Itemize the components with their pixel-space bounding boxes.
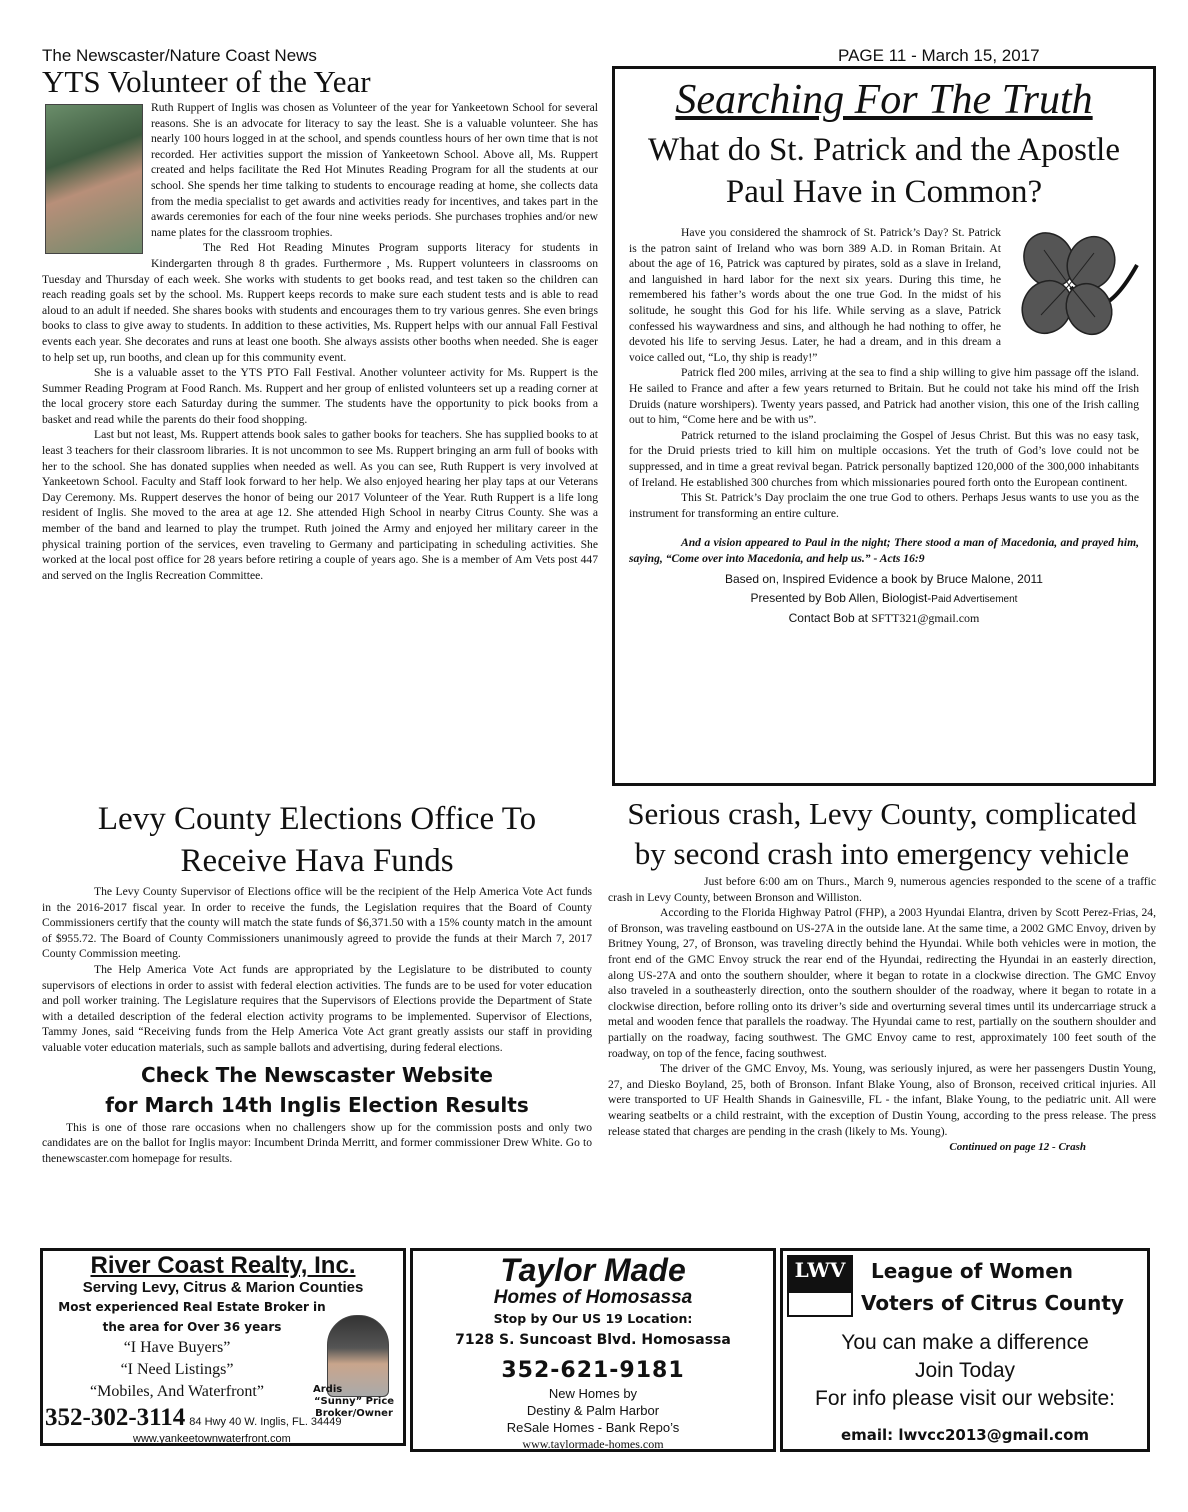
crash-paragraph: According to the Florida Highway Patrol (FHP), a 2003 Hyundai Elantra, driven by Scott Perez-Frias, 24, of Bronson, was traveling eastbound on US-27A in the outside lane. At the same time, a 2002 GMC Envoy, driven by Britney Young, 27, of Bronson, was traveling directly behind the Hyundai. While both vehicles were in motion, the front end of the GMC Envoy struck the rear end of the Hyundai, redirecting the Hyundai in an easterly direction, along US-27A and onto the southern shoulder, where it began to rotate in a clockwise direction. The GMC Envoy also traveled in a southeasterly direction, onto the southern shoulder of the roadway, where it began to rotate in a clockwise direction, before rolling onto its driver’s side and overturning several times until its undercarriage struck a metal and wooden fence that parallels the roadway. The Hyundai came to rest, partially on the southern shoulder and partially on the roadway, facing southwest. The GMC Envoy came to rest, approximately 100 feet south of the roadway, on top of the fence, facing southwest.	[608, 906, 1156, 1060]
taylor-made-website: www.taylormade-homes.com	[522, 1437, 664, 1451]
realty-name: River Coast Realty, Inc.	[90, 1252, 356, 1279]
crash-paragraph: The driver of the GMC Envoy, Ms. Young, was seriously injured, as were her passengers Dustin Young, 27, and Diesko Boyland, 25, both of Bronson. Infant Blake Young, also of Bronson, received critical injuries. All were transported to UF Health Shands in Gainesville, FL - the infant, Blake Young, to the pediatric unit. All were wearing seatbelts or a child restraint, with the exception of Dustin Young, according to the press release. The press release stated that charges are pending in the crash (likely to Ms. Young).	[608, 1062, 1156, 1138]
league-email: email: lwvcc2013@gmail.com	[840, 1426, 1090, 1444]
truth-contact-label: Contact Bob at	[788, 611, 868, 626]
volunteer-paragraph: Ruth Ruppert of Inglis was chosen as Volunteer of the year for Yankeetown School for several reasons. She is an advocate for literacy to say the least. She is a valuable volunteer. She has nearly 100 hours logged in at the school, and spends countless hours of her own time that is not recorded. Her activities support the mission of Yankeetown School. Above all, Ms. Ruppert created and helps facilitate the Red Hot Minutes Reading Program for all the students at our school. She spends her time talking to students to encourage reading at home, she collects data from the media specialist to get awards and activities ready for incentives, and takes part in the awards ceremonies for each of the four nine weeks periods. She purchases trophies and/or new name plates for the classroom trophies.	[151, 101, 598, 239]
truth-title: Searching For The Truth	[675, 77, 1093, 123]
truth-paragraph: Patrick fled 200 miles, arriving at the sea to find a ship willing to give him passage off the island. He sailed to France and after a few years returned to Britain. But he could not take his mind off the Irish Druids (nature worshipers). Twenty years passed, and Patrick had another vision, this one of the Irish calling out to him, “Come here and be with us”.	[629, 366, 1139, 427]
check-headline-line: for March 14th Inglis Election Results	[105, 1092, 529, 1117]
broker-name-line: “Sunny” Price	[313, 1396, 395, 1407]
taylor-made-phone: 352-621-9181	[501, 1358, 685, 1383]
volunteer-photo	[45, 104, 143, 254]
check-website-body	[42, 1120, 592, 1167]
check-headline-line: Check The Newscaster Website	[140, 1062, 493, 1087]
truth-paragraph: Patrick returned to the island proclaiming the Gospel of Jesus Christ. But this was no easy task, for the Druid priests tried to kill him on multiple occasions. Yet the truth of God’s love could not be suppressed, and in time a great revival began. Patrick personally baptized 120,000 of the 300,000 inhabitants of Ireland. He established 300 churches from which missionaries poured forth onto the European continent.	[629, 428, 1139, 489]
crash-headline: Serious crash, Levy County, complicated by second crash into emergency vehicle	[627, 796, 1137, 871]
lwv-logo: LWV	[789, 1257, 851, 1315]
publication-name: The Newscaster/Nature Coast News	[42, 46, 317, 65]
taylor-made-name: Taylor Made	[500, 1252, 686, 1288]
volunteer-paragraph: Last but not least, Ms. Ruppert attends book sales to gather books for teachers. She has supplied books to at least 3 teachers for their classroom libraries. It is not uncommon to see Ms. Ruppert bringing an arm full of books with her to the school. She has donated supplies when needed as well. As you can see, Ruth Ruppert is very involved at Yankeetown School. Faculty and Staff look forward to her help. We also enjoyed hearing her play taps at our Veterans Day Ceremony. Ms. Ruppert deserves the honor of being our 2017 Volunteer of the Year. Ruth Ruppert is a life long resident of Inglis. She moved to the area at age 12. She attended High School in nearby Citrus County. She was a member of the band and learned to play the trumpet. Ruth joined the Army and enjoyed her military career in the physical training portion of the services, even traveling to Germany and participating in scheduling activities. She worked at the local post office for 28 years before retiring a couple of years ago. She is a member of Am Vets post 447 and served on the Inglis Recreation Committee.	[42, 428, 598, 582]
realty-quotes	[47, 1337, 307, 1403]
shamrock-icon	[1009, 225, 1139, 345]
realty-website: www.yankeetownwaterfront.com	[133, 1433, 291, 1445]
crash-article	[608, 794, 1156, 1246]
paid-ad-label: Paid Advertisement	[931, 594, 1018, 606]
crash-paragraph: Just before 6:00 am on Thurs., March 9, numerous agencies responded to the scene of a traffic crash in Levy County, between Bronson and Williston.	[608, 875, 1156, 904]
taylor-made-detail: Destiny & Palm Harbor	[526, 1403, 660, 1418]
realty-broker-line: Most experienced Real Estate Broker in	[58, 1300, 326, 1314]
elections-headline: Levy County Elections Office To Receive Hava Funds	[97, 801, 537, 879]
league-message	[789, 1329, 1141, 1413]
taylor-made-address: 7128 S. Suncoast Blvd. Homosassa	[455, 1332, 731, 1348]
check-website-headline	[42, 1060, 592, 1120]
taylor-made-tagline: Homes of Homosassa	[493, 1287, 693, 1308]
truth-presenter: Presented by Bob Allen, Biologist-	[750, 591, 932, 606]
league-ad	[780, 1248, 1150, 1452]
realty-serving: Serving Levy, Citrus & Marion Counties	[82, 1279, 364, 1296]
truth-paragraph: Have you considered the shamrock of St. Patrick’s Day? St. Patrick is the patron saint of Ireland who was born 389 A.D. in Roman Britain. At about the age of 16, Patrick was captured by pirates, sold as a slave in Ireland, and languished in hard labor for the next six years. During this time, he remembered his father’s words about the one true God. In the midst of his solitude, he sought this God for his life. While serving as a slave, Patrick confessed his waywardness and sins, and although he had nothing to offer, he devoted his life to serving Jesus. Later, he had a dream, and in this dream a voice called out, “Lo, thy ship is ready!”	[629, 226, 1001, 364]
elections-body	[42, 884, 592, 1056]
truth-credit-contact	[629, 609, 1139, 628]
realty-phone: 352-302-3114	[45, 1404, 186, 1431]
elections-paragraph: The Help America Vote Act funds are appropriated by the Legislature to be distributed to county supervisors of elections in order to assist with federal election activities. The funds are to be used for voter education and poll worker training. The Legislature requires that the Supervisors of Elections provide the Department of State with a detailed description of the federal election activity programs to be implemented. Supervisor of Elections, Tammy Jones, said “Receiving funds from the Help America Vote Act grant greatly assists our staff in providing valuable voter education materials, such as sample ballots and advertising, during federal elections.	[42, 962, 592, 1054]
elections-paragraph: The Levy County Supervisor of Elections office will be the recipient of the Help America Vote Act funds in the 2016-2017 fiscal year. In order to receive the funds, the Legislation requires that the Board of County Commissioners certify that the county will match the state funds of $6,371.50 with a 15% county match in the amount of $955.72. The Board of County Commissioners unanimously agreed to provide the funds at their March 7, 2017 County Commission meeting.	[42, 885, 592, 961]
truth-paragraph: This St. Patrick’s Day proclaim the one true God to others. Perhaps Jesus wants to use you as the instrument for transforming an entire culture.	[629, 491, 1139, 520]
check-website-paragraph: This is one of those rare occasions when no challengers show up for the commission posts and only two candidates are on the ballot for Inglis mayor: Incumbent Drinda Merritt, and former commissioner Drew White. Go to thenewscaster.com homepage for results.	[42, 1120, 592, 1165]
broker-name-line: Ardis	[313, 1384, 343, 1395]
truth-quote: And a vision appeared to Paul in the night; There stood a man of Macedonia, and prayed him, saying, “Come over into Macedonia, and help us.” - Acts 16:9	[629, 536, 1139, 565]
volunteer-paragraph: The Red Hot Reading Minutes Program supports literacy for students in Kindergarten through 8 th grades. Furthermore , Ms. Ruppert volunteers in classrooms on Tuesday and Thursday of each week. She works with students to get books read, and test taken so the children can reach reading goals set by the school. Ms. Ruppert keeps records to make sure each student tests and is able to read aloud to an adult if needed. She shares books with students and encourages them to try various genres. She even brings books to class to give away to students. In addition to these activities, Ms. Ruppert helps with our annual Fall Festival events each year. She decorates and runs at least one booth. She always assists other booths when needed. She is eager to help set up, run booths, and clean up for this community event.	[42, 241, 598, 364]
truth-ad-box	[612, 66, 1156, 786]
taylor-made-details	[417, 1385, 769, 1436]
realty-broker-text	[47, 1297, 337, 1337]
volunteer-headline: YTS Volunteer of the Year	[42, 64, 371, 99]
league-message-line: For info please visit our website:	[815, 1387, 1115, 1410]
league-message-line: You can make a difference	[841, 1331, 1089, 1354]
taylor-made-ad	[410, 1248, 776, 1452]
truth-credits	[629, 570, 1139, 628]
volunteer-article	[42, 64, 598, 794]
crash-continued: Continued on page 12 - Crash	[949, 1141, 1086, 1154]
crash-body	[608, 874, 1156, 1139]
taylor-made-stop-line: Stop by Our US 19 Location:	[493, 1311, 693, 1326]
league-name-line: Voters of Citrus County	[861, 1291, 1124, 1315]
taylor-made-detail: New Homes by	[548, 1386, 638, 1401]
truth-subtitle: What do St. Patrick and the Apostle Paul Have in Common?	[647, 132, 1120, 210]
truth-contact-email: SFTT321@gmail.com	[871, 611, 980, 626]
realty-contact	[45, 1404, 342, 1432]
league-name-line: League of Women	[871, 1259, 1074, 1283]
elections-article	[42, 798, 592, 1242]
truth-credit-book: Based on, Inspired Evidence a book by Bruce Malone, 2011	[725, 572, 1043, 587]
realty-quote: “Mobiles, And Waterfront”	[90, 1383, 264, 1400]
realty-broker-line: the area for Over 36 years	[102, 1320, 282, 1334]
broker-title: Broker/Owner	[315, 1408, 393, 1419]
realty-address: 84 Hwy 40 W. Inglis, FL. 34449	[189, 1416, 342, 1428]
realty-quote: “I Have Buyers”	[123, 1339, 231, 1356]
league-header	[789, 1255, 1141, 1319]
page-number-date: PAGE 11 - March 15, 2017	[838, 46, 1040, 65]
league-message-line: Join Today	[914, 1359, 1016, 1382]
volunteer-paragraph: She is a valuable asset to the YTS PTO Fall Festival. Another volunteer activity for Ms. Ruppert is the Summer Reading Program at Food Ranch. Ms. Ruppert and her group of enlisted volunteers set up a reading corner at the local grocery store each Saturday during the summer. The students have the opportunity to pick books from a basket and read while the parents do their food shopping.	[42, 366, 598, 426]
league-name	[861, 1255, 1124, 1319]
taylor-made-stop	[417, 1309, 769, 1351]
realty-ad	[40, 1248, 406, 1446]
truth-credit-presenter	[629, 589, 1139, 609]
realty-quote: “I Need Listings”	[120, 1361, 234, 1378]
taylor-made-detail: ReSale Homes - Bank Repo’s	[506, 1420, 680, 1435]
